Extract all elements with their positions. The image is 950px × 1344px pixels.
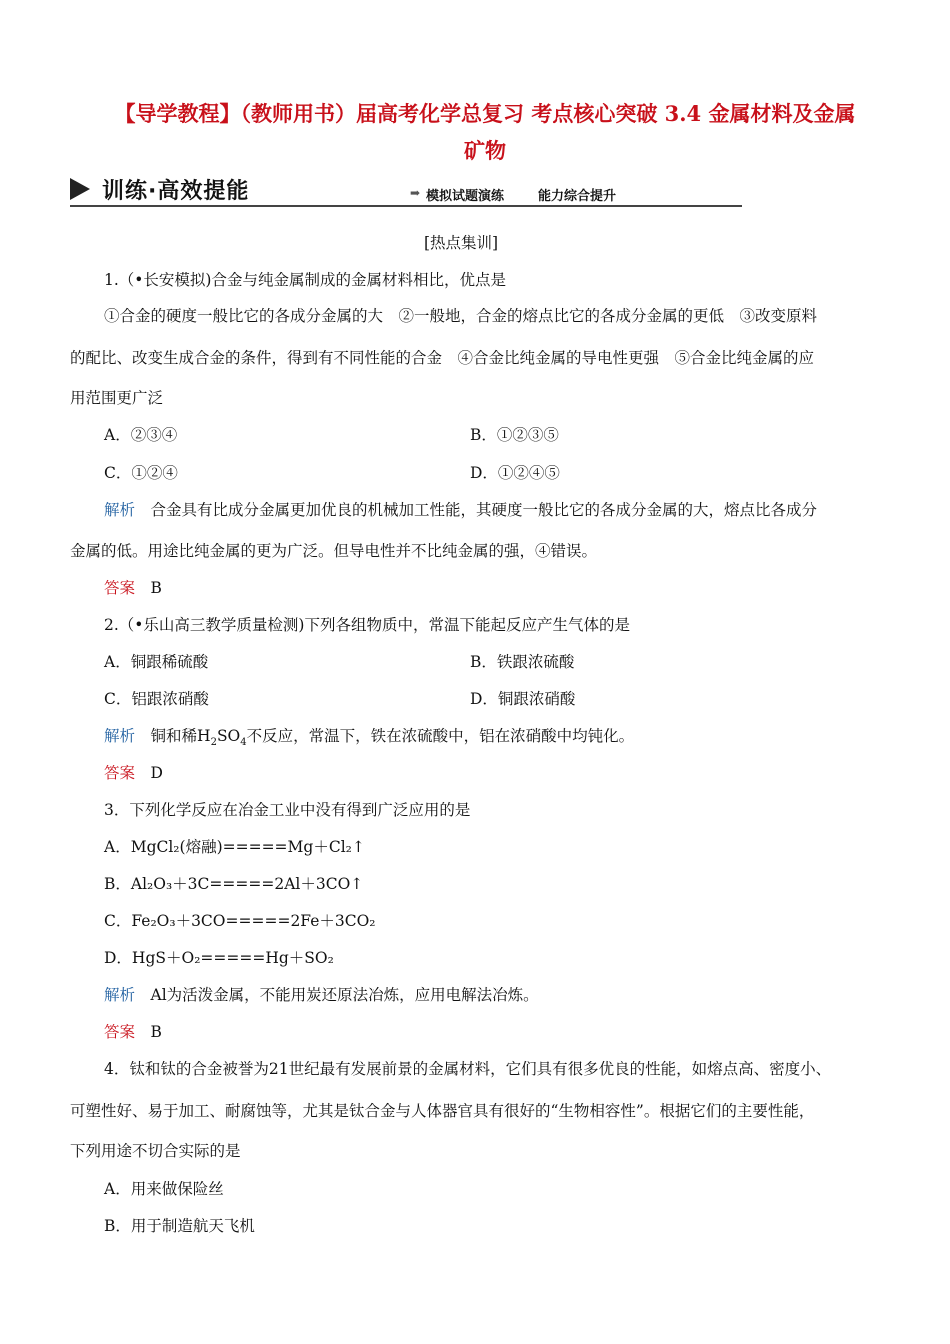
q3-stem: 3．下列化学反应在冶金工业中没有得到广泛应用的是 bbox=[104, 801, 471, 819]
section-banner bbox=[70, 172, 742, 208]
document-title bbox=[80, 95, 890, 169]
q1-analysis-text-1: 合金具有比成分金属更加优良的机械加工性能，其硬度一般比它的各成分金属的大，熔点比各成分 bbox=[150, 501, 818, 519]
banner-subtitle-1: 模拟试题演练 bbox=[426, 189, 505, 204]
q1-statement-line-2: 的配比、改变生成合金的条件，得到有不同性能的合金 ④合金比纯金属的导电性更强 ⑤合金比纯金属的应 bbox=[70, 349, 815, 367]
q3-option-d: D．HgS＋O₂=====Hg＋SO₂ bbox=[104, 949, 334, 967]
q2-option-a: A．铜跟稀硫酸 bbox=[104, 653, 209, 671]
q1-answer-value: B bbox=[150, 579, 162, 597]
q3-option-c: C．Fe₂O₃＋3CO=====2Fe＋3CO₂ bbox=[104, 912, 376, 930]
q1-analysis-line-1 bbox=[104, 499, 817, 521]
q2-analysis: 解析 铜和稀$H_2SO_4$不反应，常温下，铁在浓硫酸中，铝在浓硝酸中均钝化。 bbox=[104, 727, 635, 749]
q3-option-b: B．Al₂O₃＋3C=====2Al＋3CO↑ bbox=[104, 875, 364, 893]
title-line-2: 矿物 bbox=[464, 138, 506, 163]
analysis-label: 解析 bbox=[104, 727, 136, 745]
q1-statement-line-1: ①合金的硬度一般比它的各成分金属的大 ②一般地，合金的熔点比它的各成分金属的更低 ③改变原料 bbox=[104, 307, 818, 325]
title-line-1: 【导学教程】（教师用书）届高考化学总复习 考点核心突破 3.4 金属材料及金属 bbox=[114, 101, 856, 126]
q1-statement-line-3: 用范围更广泛 bbox=[70, 389, 164, 407]
q2-stem: 2.（•乐山高三教学质量检测)下列各组物质中，常温下能起反应产生气体的是 bbox=[104, 616, 630, 634]
analysis-label: 解析 bbox=[104, 986, 136, 1004]
q3-answer-value: B bbox=[150, 1023, 162, 1041]
q1-stem: 1.（•长安模拟)合金与纯金属制成的金属材料相比，优点是 bbox=[104, 271, 506, 289]
q3-analysis bbox=[104, 984, 539, 1006]
banner-title: 训练·高效提能 bbox=[102, 179, 250, 204]
answer-label: 答案 bbox=[104, 1023, 136, 1041]
banner-rule bbox=[70, 205, 742, 207]
q1-answer bbox=[104, 577, 162, 599]
q2-option-d: D．铜跟浓硝酸 bbox=[470, 690, 576, 708]
q1-analysis-line-2: 金属的低。用途比纯金属的更为广泛。但导电性并不比纯金属的强，④错误。 bbox=[70, 542, 598, 560]
arrow-right-icon: ➡ bbox=[410, 186, 421, 200]
q3-option-a: A．MgCl₂(熔融)=====Mg＋Cl₂↑ bbox=[104, 838, 365, 856]
q4-option-a: A．用来做保险丝 bbox=[104, 1180, 224, 1198]
q4-stem-line-2: 可塑性好、易于加工、耐腐蚀等，尤其是钛合金与人体器官具有很好的“生物相容性”。根据它们的主要性能， bbox=[70, 1102, 815, 1120]
q1-option-c: C．①②④ bbox=[104, 464, 178, 482]
play-triangle-icon bbox=[70, 178, 90, 200]
q3-answer bbox=[104, 1021, 162, 1043]
q2-option-b: B．铁跟浓硫酸 bbox=[470, 653, 575, 671]
q4-stem-line-3: 下列用途不切合实际的是 bbox=[70, 1142, 241, 1160]
q2-answer bbox=[104, 762, 163, 784]
q2-option-c: C．铝跟浓硝酸 bbox=[104, 690, 209, 708]
q1-option-a: A．②③④ bbox=[104, 426, 178, 444]
q1-option-d: D．①②④⑤ bbox=[470, 464, 560, 482]
q2-answer-value: D bbox=[150, 764, 163, 782]
answer-label: 答案 bbox=[104, 579, 136, 597]
q3-analysis-text: Al为活泼金属，不能用炭还原法冶炼，应用电解法冶炼。 bbox=[150, 986, 539, 1004]
q1-option-b: B．①②③⑤ bbox=[470, 426, 559, 444]
banner-subtitle-2: 能力综合提升 bbox=[538, 189, 617, 204]
q4-option-b: B．用于制造航天飞机 bbox=[104, 1217, 255, 1235]
section-heading: [热点集训] bbox=[424, 234, 499, 252]
analysis-label: 解析 bbox=[104, 501, 136, 519]
q4-stem-line-1: 4．钛和钛的合金被誉为21世纪最有发展前景的金属材料，它们具有很多优良的性能，如熔点高、密度小、 bbox=[104, 1060, 832, 1078]
answer-label: 答案 bbox=[104, 764, 136, 782]
